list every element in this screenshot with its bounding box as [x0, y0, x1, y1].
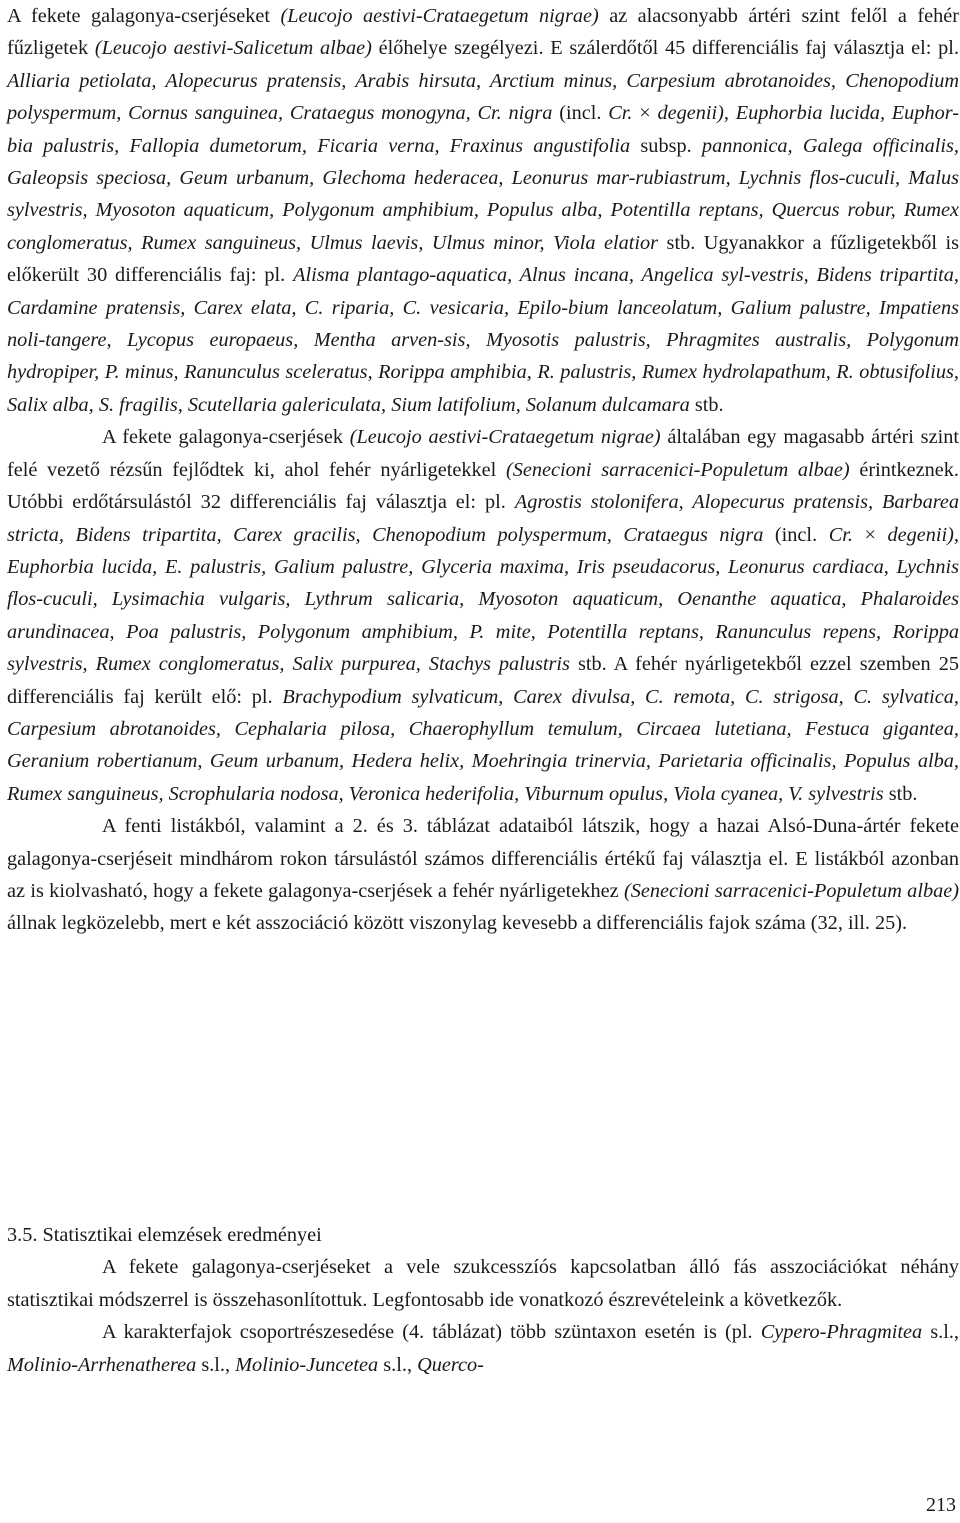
italic-run: degenii), Euphorbia lucida, Euphor-bia palustris, Fallopia dumetorum, Ficaria verna, Fraxinus angustifolia — [7, 102, 959, 157]
italic-run: (Leucojo aestivi-Crataegetum nigrae) — [349, 426, 661, 449]
italic-run: degenii), Euphorbia lucida, E. palustris, Galium palustre, Glyceria maxima, Iris pseudacorus, Leonurus cardiaca, Lychnis flos-cuculi, Lysimachia vulgaris, Lythrum salicaria, Myosoton aquaticum, Oenanthe aquatica, Phalaroides arundinacea, Poa palustris, Polygonum amphibium, P. mite, Potentilla reptans, Ranunculus repens, Rorippa sylvestris, Rumex conglomeratus, Salix purpurea, Stachys palustris — [7, 523, 959, 676]
page-number: 213 — [926, 1494, 956, 1516]
text-run: A fenti listákból, valamint a 2. és 3. táblázat adataiból látszik, hogy a hazai Alsó-Duna-ártér fekete galagonya-cserjéseit mindhárom rokon társulástól számos differenciális értékű faj választja el. E listákból azonban az is kiolvasható, hogy a fekete galagonya-cserjések a fehér nyárligetekhez — [7, 815, 959, 902]
text-run: s.l., — [922, 1321, 960, 1344]
text-run: × — [852, 523, 888, 546]
text-run: s.l., — [378, 1353, 418, 1376]
text-run: stb. — [689, 393, 724, 416]
italic-run: Cypero-Phragmitea — [760, 1321, 923, 1344]
italic-run: Agrostis stolonifera, Alopecurus pratensis, Barbarea stricta, Bidens tripartita, Carex gracilis, Chenopodium polyspermum, Crataegus nigra — [7, 491, 959, 546]
text-run: állnak legközelebb, mert e két asszociáció között viszonylag kevesebb a differenciális fajok száma (32, ill. 25). — [7, 912, 908, 935]
text-run: s.l., — [196, 1353, 236, 1376]
text-run: az alacsonyabb ártéri szint felől a fehér fűzligetek — [7, 5, 960, 60]
paragraph — [7, 1316, 959, 1381]
text-run: A karakterfajok csoportrészesedése (4. táblázat) több szüntaxon esetén is (pl. — [102, 1321, 761, 1344]
italic-run: Alisma plantago-aquatica, Alnus incana, Angelica syl-vestris, Bidens tripartita, Cardamine pratensis, Carex elata, C. riparia, C. vesicaria, Epilo-bium lanceolatum, Galium palustre, Impatiens noli-tangere, Lycopus europaeus, Mentha arven-sis, Myosotis palustris, Phragmites australis, Polygonum hydropiper, P. minus, Ranunculus sceleratus, Rorippa amphibia, R. palustris, Rumex hydrolapathum, R. obtusifolius, Salix alba, S. fragilis, Scutellaria galericulata, Sium latifolium, Solanum dulcamara — [7, 264, 960, 416]
italic-run: Alliaria petiolata, Alopecurus pratensis, Arabis hirsuta, Arctium minus, Carpesium abrotanoides, Chenopodium polyspermum, Cornus sanguinea, Crataegus monogyna, Cr. nigra — [7, 69, 959, 125]
text-run: általában egy magasabb ártéri szint felé vezető rézsűn fejlődtek ki, ahol fehér nyárligetekkel — [7, 426, 959, 481]
italic-run: (Leucojo aestivi-Crataegetum nigrae) — [280, 5, 599, 27]
text-run: A fekete galagonya-cserjéseket — [7, 5, 281, 27]
italic-run: Molinio-Arrhenatherea — [7, 1353, 197, 1376]
italic-run: Querco- — [417, 1353, 484, 1376]
paragraph — [7, 1251, 959, 1316]
italic-run: (Senecioni sarracenici-Populetum albae) — [505, 458, 850, 481]
text-run: (incl. — [552, 102, 609, 125]
italic-run: Cr. — [608, 102, 633, 125]
text-run: subsp. — [630, 134, 702, 157]
text-run: élőhelye szegélyezi. E szálerdőtől 45 differenciális faj választja el: pl. — [371, 37, 960, 60]
paragraph — [7, 810, 959, 940]
text-run: (incl. — [763, 523, 829, 546]
text-run: A fekete galagonya-cserjéseket a vele szukcesszíós kapcsolatban álló fás asszociációkat néhány statisztikai módszerrel is összehasonlítottuk. Legfontosabb ide vonatkozó észrevételeink a következők. — [7, 1256, 959, 1311]
text-run: érintkeznek. Utóbbi erdőtársulástól 32 differenciális faj választja el: pl. — [7, 458, 960, 514]
italic-run: pannonica, Galega officinalis, Galeopsis speciosa, Geum urbanum, Glechoma hederacea, Leonurus mar-rubiastrum, Lychnis flos-cuculi, Malus sylvestris, Myosoton aquaticum, Polygonum amphibium, Populus alba, Potentilla reptans, Quercus robur, Rumex conglomeratus, Rumex sanguineus, Ulmus laevis, Ulmus minor, Viola elatior — [7, 134, 959, 254]
text-run: × — [632, 102, 658, 125]
italic-run: (Senecioni sarracenici-Populetum albae) — [623, 879, 959, 902]
paragraph — [7, 0, 959, 421]
text-run: A fekete galagonya-cserjések — [102, 426, 350, 449]
paragraph — [7, 421, 959, 810]
text-run: stb. — [883, 782, 918, 805]
italic-run: Brachypodium sylvaticum, Carex divulsa, C. remota, C. strigosa, C. sylvatica, Carpesium abrotanoides, Cephalaria pilosa, Chaerophyllum temulum, Circaea lutetiana, Festuca gigantea, Geranium robertianum, Geum urbanum, Hedera helix, Moehringia trinervia, Parietaria officinalis, Populus alba, Rumex sanguineus, Scrophularia nodosa, Veronica hederifolia, Viburnum opulus, Viola cyanea, V. sylvestris — [7, 685, 959, 805]
body-text-upper — [7, 0, 959, 940]
section-heading: 3.5. Statisztikai elemzések eredményei — [7, 1224, 322, 1246]
text-run: stb. Ugyanakkor a fűzligetekből is előkerült 30 differenciális faj: pl. — [7, 231, 959, 287]
italic-run: Cr. — [828, 523, 853, 546]
body-text-lower — [7, 1219, 959, 1381]
italic-run: Molinio-Juncetea — [235, 1353, 379, 1376]
text-run: stb. A fehér nyárligetekből ezzel szemben 25 differenciális faj került elő: pl. — [7, 653, 959, 708]
italic-run: (Leucojo aestivi-Salicetum albae) — [94, 37, 372, 60]
